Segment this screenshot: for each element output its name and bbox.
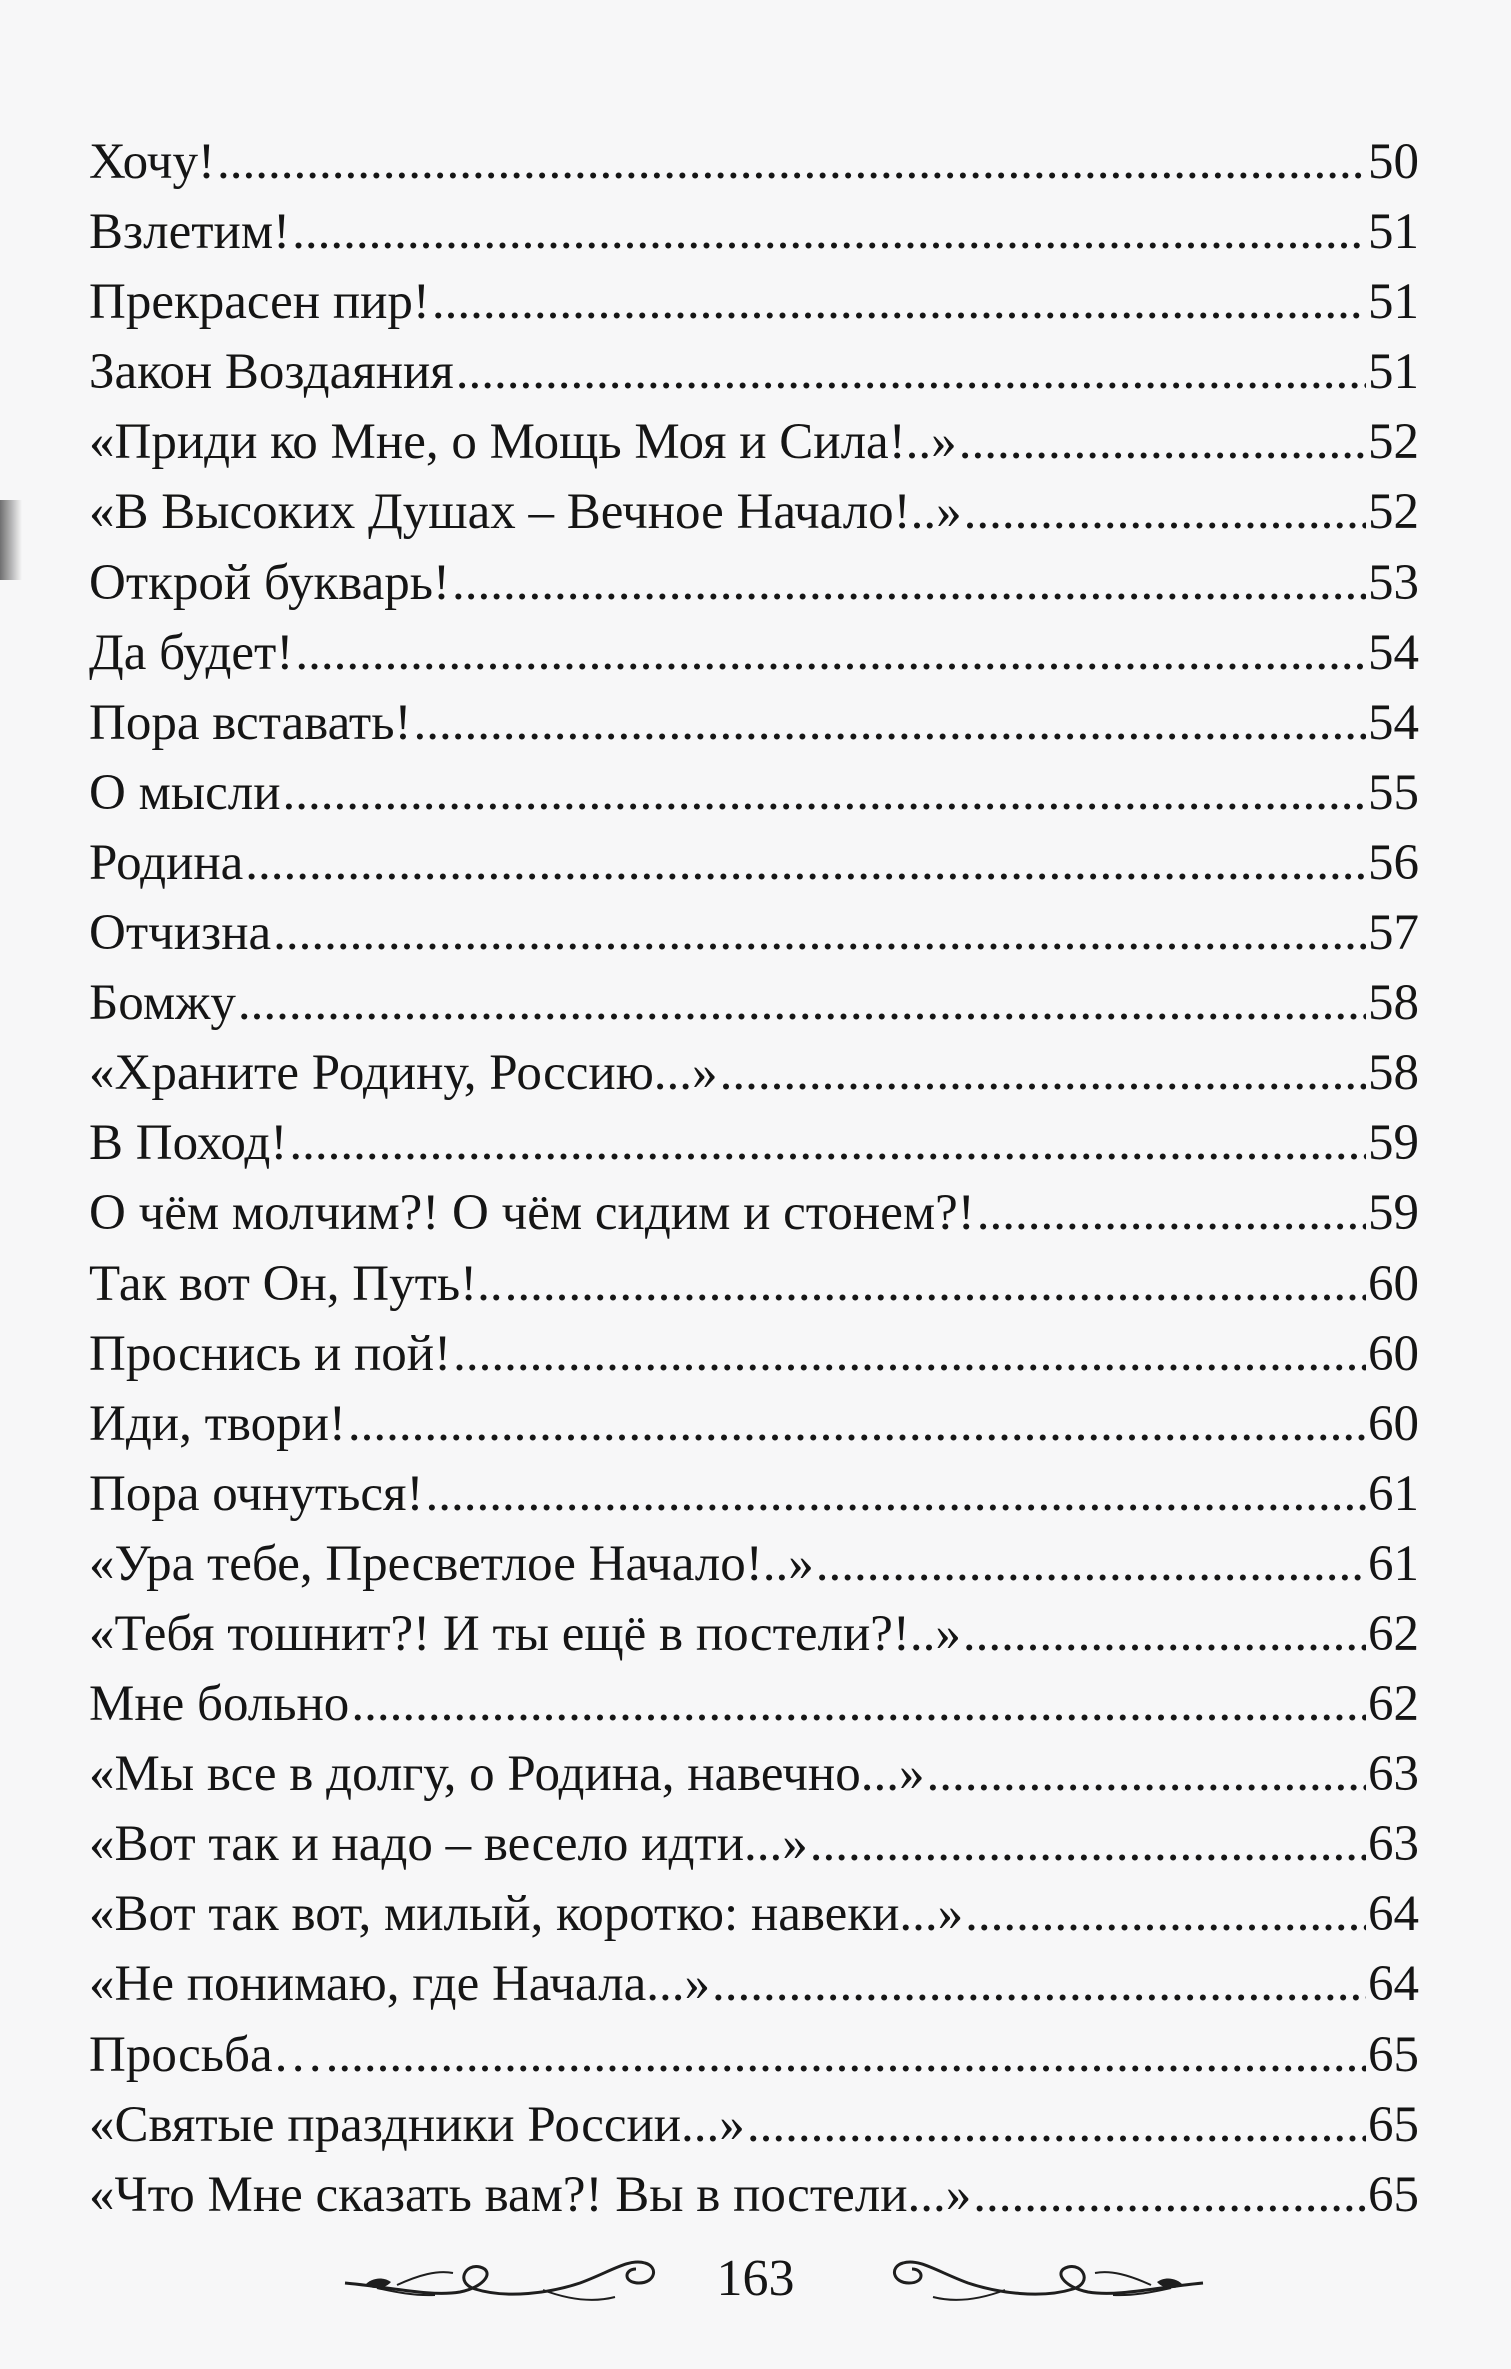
toc-leader-dots [289,1108,1366,1178]
toc-entry-title: Взлетим! [89,204,291,261]
toc-entry-title: «В Высоких Душах – Вечное Начало!..» [89,484,962,541]
toc-leader-dots [295,618,1366,688]
toc-entry [89,1108,1419,1178]
toc-leader-dots [712,1949,1366,2019]
toc-entry [89,548,1419,618]
toc-leader-dots [326,2020,1366,2090]
toc-leader-dots [926,1739,1366,1809]
toc-entry [89,1249,1419,1319]
toc-leader-dots [432,267,1366,337]
toc-entry-page: 56 [1368,834,1419,891]
page-edge-shadow [0,500,22,580]
toc-entry-title: «Ура тебе, Пресветлое Начало!..» [89,1535,814,1592]
toc-entry-page: 55 [1368,764,1419,821]
toc-entry [89,337,1419,407]
toc-entry-page: 62 [1368,1676,1419,1733]
toc-leader-dots [273,898,1366,968]
toc-entry-page: 54 [1368,624,1419,681]
toc-entry-title: Просьба… [89,2026,324,2083]
toc-entry [89,618,1419,688]
toc-entry-page: 60 [1368,1325,1419,1382]
toc-entry [89,1669,1419,1739]
toc-leader-dots [283,758,1367,828]
toc-leader-dots [747,2090,1366,2160]
toc-entry-page: 52 [1368,484,1419,541]
toc-entry-page: 53 [1368,554,1419,611]
toc-entry [89,1319,1419,1389]
toc-leader-dots [965,1879,1366,1949]
toc-leader-dots [720,1038,1366,1108]
toc-entry-title: О чём молчим?! О чём сидим и стонем?! [89,1185,975,1242]
toc-leader-dots [977,1178,1366,1248]
toc-entry-page: 63 [1368,1746,1419,1803]
toc-leader-dots [292,197,1366,267]
toc-leader-dots [963,1599,1366,1669]
toc-entry-page: 59 [1368,1115,1419,1172]
toc-entry-title: Пора вставать! [89,694,412,751]
toc-entry [89,828,1419,898]
toc-entry-title: Хочу! [89,134,215,190]
toc-entry [89,2090,1419,2160]
toc-entry-title: Проснись и пой! [89,1325,452,1382]
toc-leader-dots [973,2160,1366,2230]
toc-entry-title: Бомжу [89,975,236,1032]
toc-entry-title: Так вот Он, Путь!.. [89,1255,503,1312]
toc-leader-dots [456,337,1366,407]
toc-entry-title: Да будет! [89,624,294,681]
toc-entry-page: 65 [1368,2026,1419,2083]
toc-leader-dots [964,477,1366,547]
toc-entry-title: Отчизна [89,905,272,962]
toc-entry-title: Прекрасен пир! [89,274,430,331]
toc-leader-dots [351,1669,1366,1739]
toc-entry-page: 61 [1368,1465,1419,1522]
toc-entry-page: 54 [1368,694,1419,751]
toc-entry-page: 64 [1368,1956,1419,2013]
toc-entry-page: 51 [1368,274,1419,331]
toc-entry [89,2020,1419,2090]
toc-leader-dots [238,968,1366,1038]
toc-leader-dots [959,407,1366,477]
toc-entry-title: «Вот так вот, милый, коротко: навеки...» [89,1886,964,1943]
flourish-right-icon [883,2245,1213,2315]
toc-entry-title: «Мы все в долгу, о Родина, навечно...» [89,1746,925,1803]
toc-entry-title: «Приди ко Мне, о Мощь Моя и Сила!..» [89,414,957,471]
toc-entry [89,1529,1419,1599]
page-footer [0,2245,1511,2325]
toc-entry [89,758,1419,828]
toc-entry-page: 59 [1368,1185,1419,1242]
toc-entry [89,267,1419,337]
toc-entry-page: 62 [1368,1605,1419,1662]
toc-entry [89,968,1419,1038]
toc-entry [89,1389,1419,1459]
toc-entry-page: 64 [1368,1886,1419,1943]
toc-entry-title: Закон Воздаяния [89,344,454,401]
toc-entry-page: 57 [1368,905,1419,962]
toc-entry [89,1599,1419,1669]
page-number: 163 [716,2250,795,2307]
toc-entry-page: 51 [1368,344,1419,401]
toc-entry [89,1459,1419,1529]
toc-entry [89,1178,1419,1248]
toc-entry-page: 60 [1368,1255,1419,1312]
toc-leader-dots [217,127,1366,197]
toc-entry-page: 58 [1368,975,1419,1032]
toc-leader-dots [245,828,1366,898]
toc-entry-title: «Что Мне сказать вам?! Вы в постели...» [89,2166,972,2223]
toc-leader-dots [425,1459,1366,1529]
toc-entry [89,477,1419,547]
toc-entry [89,2160,1419,2230]
toc-entry [89,1949,1419,2019]
toc-entry-title: Пора очнуться! [89,1465,424,1522]
toc-entry [89,197,1419,267]
toc-entry-title: «Тебя тошнит?! И ты ещё в постели?!..» [89,1605,961,1662]
toc-leader-dots [413,688,1366,758]
toc-entry [89,127,1419,197]
toc-entry-page: 65 [1368,2166,1419,2223]
toc-leader-dots [348,1389,1366,1459]
toc-entry-title: О мысли [89,764,281,821]
toc-entry-title: «Вот так и надо – весело идти...» [89,1816,808,1873]
toc-entry [89,1739,1419,1809]
toc-entry [89,688,1419,758]
toc-entry-title: Родина [89,834,244,891]
toc-entry [89,407,1419,477]
toc-leader-dots [453,1319,1366,1389]
toc-leader-dots [505,1249,1366,1319]
toc-entry-title: Иди, твори! [89,1395,346,1452]
toc-entry [89,1809,1419,1879]
toc-entry-title: Мне больно [89,1676,350,1733]
toc-entry-title: «Не понимаю, где Начала...» [89,1956,710,2013]
toc-entry-title: В Поход! [89,1115,288,1172]
toc-entry [89,1038,1419,1108]
table-of-contents [89,127,1419,2230]
toc-leader-dots [816,1529,1366,1599]
toc-entry [89,1879,1419,1949]
toc-leader-dots [810,1809,1366,1879]
toc-entry-page: 58 [1368,1045,1419,1102]
toc-entry-page: 65 [1368,2096,1419,2153]
toc-entry-title: «Святые праздники России...» [89,2096,745,2153]
toc-entry-page: 63 [1368,1816,1419,1873]
toc-entry-title: Открой букварь! [89,554,451,611]
toc-entry [89,898,1419,968]
toc-leader-dots [452,548,1366,618]
toc-entry-title: «Храните Родину, Россию...» [89,1045,718,1102]
toc-entry-page: 61 [1368,1535,1419,1592]
toc-entry-page: 50 [1368,134,1419,190]
toc-entry-page: 51 [1368,204,1419,261]
toc-entry-page: 60 [1368,1395,1419,1452]
toc-entry-page: 52 [1368,414,1419,471]
